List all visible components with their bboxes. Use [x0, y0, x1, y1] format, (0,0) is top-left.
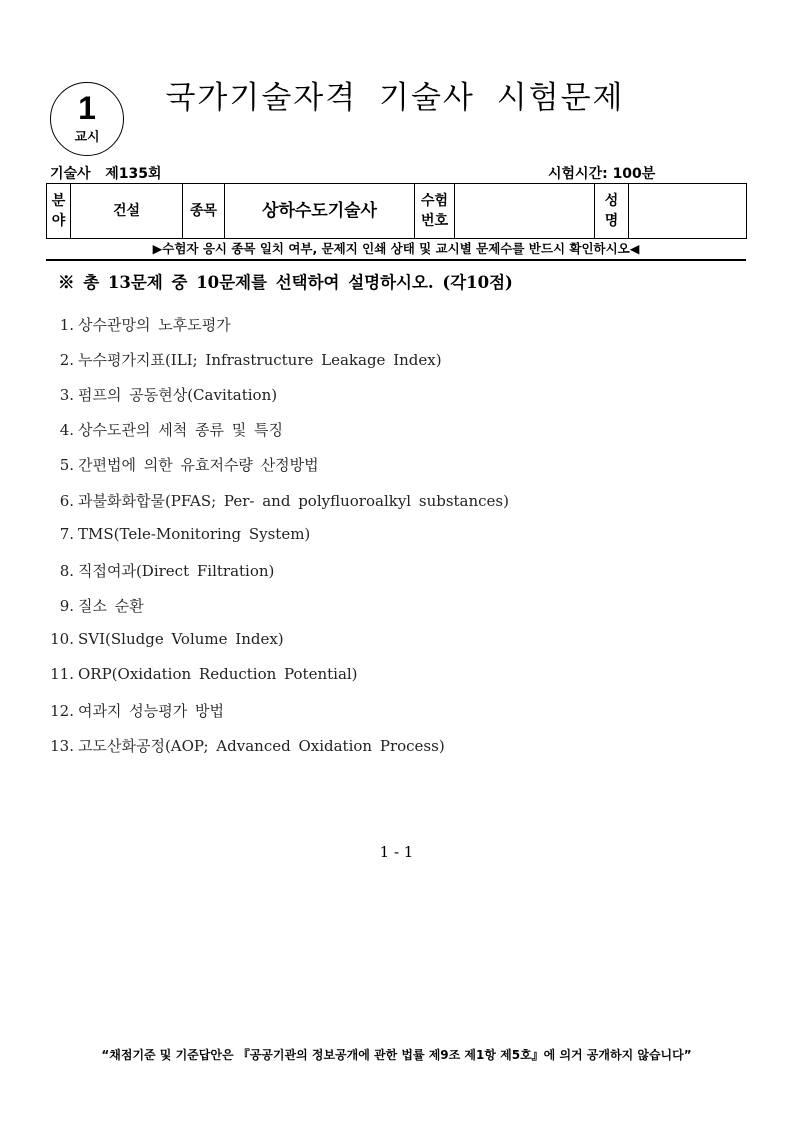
- question-text: 상수관망의 노후도평가: [78, 316, 231, 334]
- question-text: 과불화화합물(PFAS; Per- and polyfluoroalkyl substances): [78, 491, 509, 510]
- question-text: SVI(Sludge Volume Index): [78, 629, 284, 648]
- field-label: 분 야: [47, 184, 71, 239]
- session-number: 1: [78, 90, 96, 126]
- question-item: [46, 560, 274, 581]
- field-value: 건설: [71, 184, 183, 239]
- question-text: 펌프의 공동현상(Cavitation): [78, 386, 278, 405]
- question-number: 11.: [50, 665, 74, 683]
- notice-banner: ▶수험자 응시 종목 일치 여부, 문제지 인쇄 상태 및 교시별 문제수를 반드시 확인하시오◀: [46, 238, 746, 261]
- page-title: 국가기술자격 기술사 시험문제: [165, 80, 625, 116]
- question-number: 9.: [59, 596, 74, 615]
- exam-time: 시험시간: 100분: [548, 166, 656, 182]
- question-text: 고도산화공정(AOP; Advanced Oxidation Process): [78, 737, 445, 756]
- session-badge: [50, 82, 124, 156]
- name-label: 성 명: [595, 184, 629, 239]
- question-item: [46, 384, 277, 405]
- question-item: [46, 595, 144, 616]
- question-number: 7.: [59, 524, 74, 543]
- instruction: ※ 총 13문제 중 10문제를 선택하여 설명하시오. (각10점): [58, 273, 513, 292]
- exam-round: 기술사 제135회: [50, 166, 162, 182]
- page-number: 1 - 1: [379, 843, 414, 861]
- question-text: ORP(Oxidation Reduction Potential): [78, 665, 358, 683]
- exam-number-label: 수험 번호: [415, 184, 455, 239]
- question-item: [46, 700, 224, 721]
- question-text: 상수도관의 세척 종류 및 특징: [78, 421, 283, 440]
- question-number: 1.: [59, 316, 74, 334]
- category-label: 종목: [183, 184, 225, 239]
- question-number: 6.: [59, 491, 74, 510]
- footer-note: “채점기준 및 기준답안은 『공공기관의 정보공개에 관한 법률 제9조 제1항 제5호』에 의거 공개하지 않습니다”: [101, 1048, 692, 1062]
- question-text: 누수평가지표(ILI; Infrastructure Leakage Index): [78, 351, 442, 370]
- question-text: 직접여과(Direct Filtration): [78, 561, 275, 580]
- exam-info-table: [46, 183, 747, 239]
- question-item: [46, 630, 284, 648]
- question-text: 질소 순환: [78, 596, 144, 615]
- question-number: 3.: [59, 386, 74, 405]
- question-number: 12.: [50, 702, 74, 721]
- question-number: 13.: [50, 737, 74, 756]
- question-item: [46, 349, 442, 370]
- question-number: 4.: [59, 421, 74, 440]
- question-number: 2.: [59, 351, 74, 370]
- question-item: [46, 490, 509, 511]
- question-number: 5.: [59, 456, 74, 475]
- question-item: [46, 525, 310, 543]
- question-item: [46, 419, 283, 440]
- question-item: [46, 314, 231, 335]
- question-text: TMS(Tele-Monitoring System): [78, 524, 311, 543]
- question-item: [46, 454, 319, 475]
- question-number: 10.: [50, 629, 74, 648]
- question-item: [46, 665, 358, 683]
- category-value: 상하수도기술사: [225, 184, 415, 239]
- exam-number-field: [455, 184, 595, 239]
- question-number: 8.: [59, 561, 74, 580]
- session-label: 교시: [74, 130, 100, 145]
- question-item: [46, 735, 445, 756]
- question-text: 여과지 성능평가 방법: [78, 702, 224, 721]
- question-text: 간편법에 의한 유효저수량 산정방법: [78, 456, 319, 475]
- name-field: [629, 184, 747, 239]
